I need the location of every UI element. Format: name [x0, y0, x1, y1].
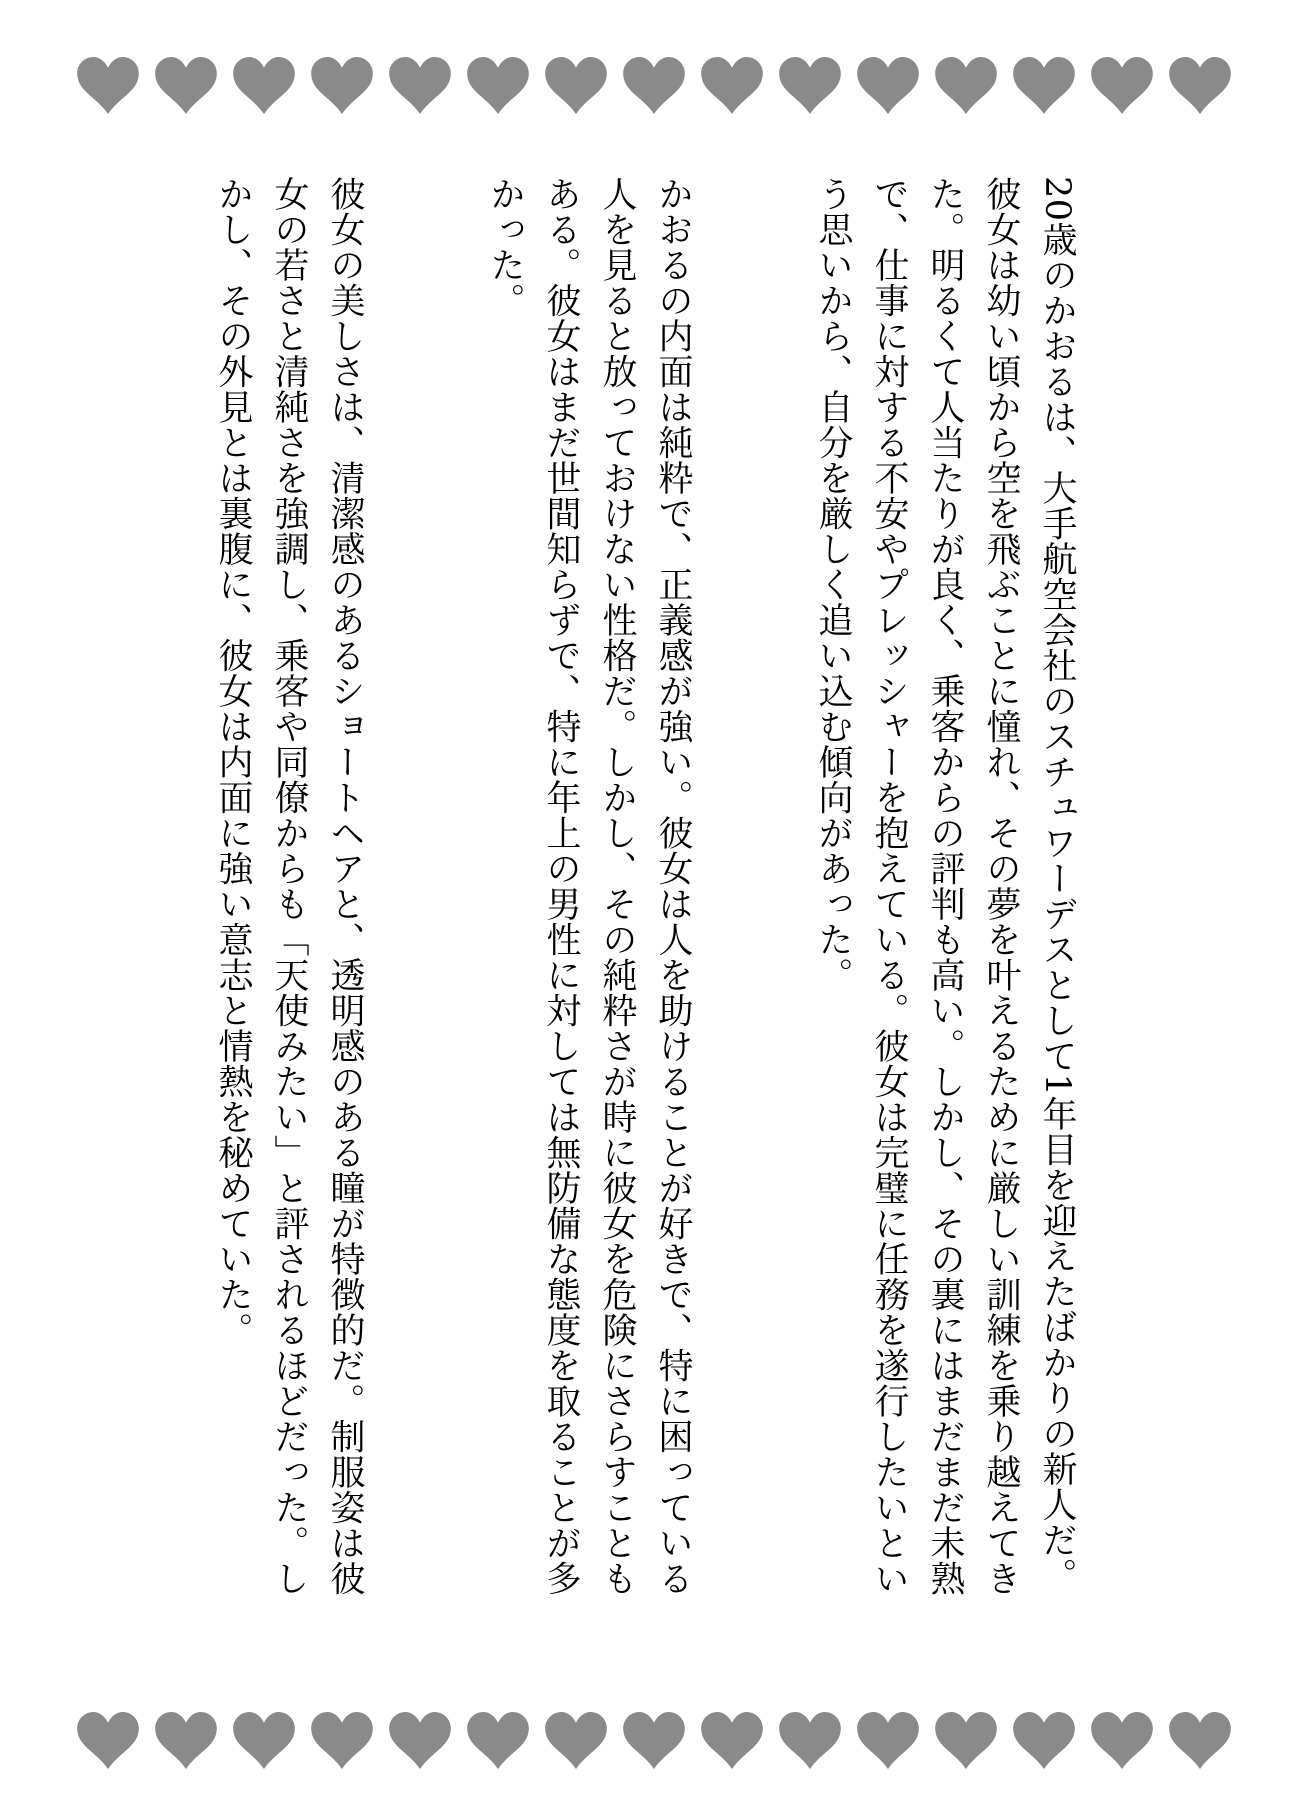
heart-icon — [311, 57, 373, 114]
hearts-bottom-row — [77, 1712, 1231, 1769]
heart-icon — [389, 57, 451, 114]
heart-icon — [1169, 1712, 1231, 1769]
heart-icon — [779, 1712, 841, 1769]
story-text-block — [205, 176, 1085, 1600]
heart-icon — [623, 1712, 685, 1769]
heart-icon — [155, 1712, 217, 1769]
paragraph-intro: 20歳のかおるは、大手航空会社のスチュワーデスとして1年目を迎えたばかりの新人だ。彼女は幼い頃から空を飛ぶことに憧れ、その夢を叶えるために厳しい訓練を乗り越えてきた。明るくて人当たりが良く、乗客からの評判も高い。しかし、その裏にはまだまだ未熟で、仕事に対する不安やプレッシャーを抱えている。彼女は完璧に任務を遂行したいという思いから、自分を厳しく追い込む傾向があった。 — [813, 176, 1077, 1596]
heart-icon — [701, 57, 763, 114]
heart-icon — [857, 1712, 919, 1769]
paragraph-appearance: 彼女の美しさは、清潔感のあるショートヘアと、透明感のある瞳が特徴的だ。制服姿は彼女の若さと清純さを強調し、乗客や同僚からも「天使みたい」と評されるほどだった。しかし、その外見とは裏腹に、彼女は内面に強い意志と情熱を秘めていた。 — [213, 176, 365, 1596]
heart-icon — [1013, 1712, 1075, 1769]
heart-icon — [311, 1712, 373, 1769]
heart-icon — [155, 57, 217, 114]
heart-icon — [857, 57, 919, 114]
heart-icon — [1091, 57, 1153, 114]
heart-icon — [701, 1712, 763, 1769]
hearts-top-row — [77, 57, 1231, 114]
heart-icon — [77, 1712, 139, 1769]
heart-icon — [1169, 57, 1231, 114]
heart-icon — [233, 1712, 295, 1769]
heart-icon — [233, 57, 295, 114]
heart-icon — [1013, 57, 1075, 114]
heart-icon — [1091, 1712, 1153, 1769]
heart-icon — [779, 57, 841, 114]
heart-icon — [935, 1712, 997, 1769]
heart-icon — [935, 57, 997, 114]
heart-icon — [545, 1712, 607, 1769]
heart-icon — [545, 57, 607, 114]
heart-icon — [77, 57, 139, 114]
heart-icon — [467, 57, 529, 114]
heart-icon — [467, 1712, 529, 1769]
heart-icon — [623, 57, 685, 114]
heart-icon — [389, 1712, 451, 1769]
paragraph-personality: かおるの内面は純粋で、正義感が強い。彼女は人を助けることが好きで、特に困っている人を見ると放っておけない性格だ。しかし、その純粋さが時に彼女を危険にさらすこともある。彼女はまだ世間知らずで、特に年上の男性に対しては無防備な態度を取ることが多かった。 — [485, 176, 693, 1596]
